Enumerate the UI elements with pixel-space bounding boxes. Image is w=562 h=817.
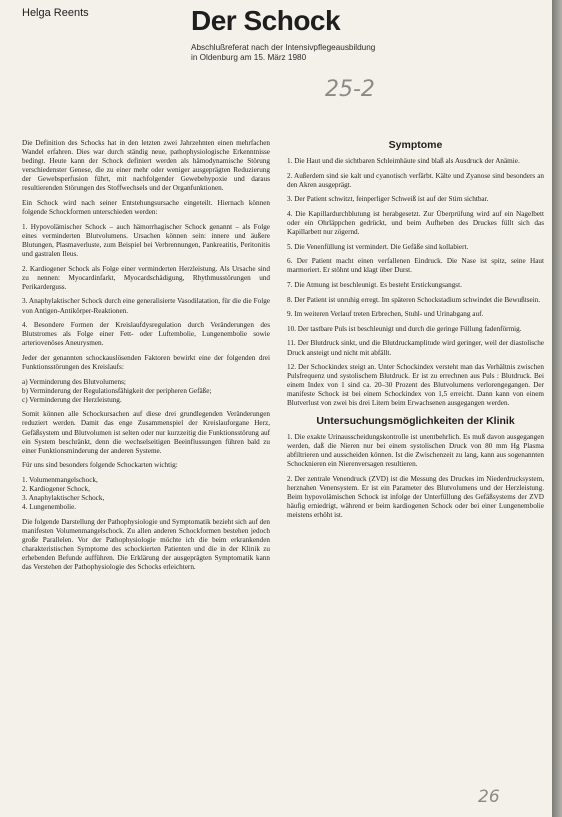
paragraph: Die folgende Darstellung der Pathophysiologie und Symptomatik bezieht sich auf den manifesten Volumenmangelschock. Zu allen anderen Schockformen bestehen jedoch große Parallelen. Vor der Pathophysiologie möchte ich die beim erkrankenden charakteristischen Symptome des schockierten Patienten und die in der Klinik zu erhebenden Befunde aufführen. Die Erklärung der ausgeprägten Symptomatik kann das Verstehen der Pathophysiologie des Schocks erleichtern.	[22, 517, 270, 572]
paragraph: Die Definition des Schocks hat in den letzten zwei Jahrzehnten einen mehrfachen Wandel erfahren. Dies war durch ständig neue, pathophysiologische Erkenntnisse bedingt. Heute kann der Schock definiert werden als hämodynamische Störung verschiedenster Genese, die zu einer mehr oder weniger ausgeprägten Reduzierung der Gewebsperfusion führt, mit nachfolgender Gewebehypoxie und daraus resultierenden Störungen des Stoffwechsels und der Organfunktionen.	[22, 139, 270, 193]
symptom-item: 7. Die Atmung ist beschleunigt. Es besteht Erstickungsangst.	[287, 281, 462, 290]
list-item: a) Verminderung des Blutvolumens;	[22, 377, 126, 386]
paragraph: Für uns sind besonders folgende Schockarten wichtig:	[22, 461, 178, 470]
section-heading-symptoms: Symptome	[388, 139, 443, 151]
list-item: b) Verminderung der Regulationsfähigkeit der peripheren Gefäße;	[22, 386, 212, 395]
examination-item: 1. Die exakte Urinausscheidungskontrolle ist unentbehrlich. Es muß davon ausgegangen werden, daß die Nieren nur bei einem systolischen Druck von 80 mm Hg Plasma abfiltrieren und ausscheiden können. Ist die Zwischenzeit zu lang, kann aus sogenannten Schocknieren ein Nierenversagen resultieren.	[287, 432, 544, 468]
shock-types-list	[22, 476, 270, 512]
author-name: Helga Reents	[22, 7, 89, 19]
list-item: 1. Volumenmangelschock,	[22, 475, 98, 484]
list-item: 2. Kardiogener Schock,	[22, 485, 90, 493]
dysfunction-list	[22, 378, 270, 405]
list-item: 4. Lungenembolie.	[22, 503, 77, 512]
left-column	[22, 139, 270, 578]
symptom-item: 2. Außerdem sind sie kalt und cyanotisch verfärbt. Kälte und Zyanose sind besonders an den Akren ausgeprägt.	[287, 171, 544, 189]
paragraph: Ein Schock wird nach seiner Entstehungsursache eingeteilt. Hiernach können folgende Schockformen unterschieden werden:	[22, 199, 270, 217]
paragraph: 2. Kardiogener Schock als Folge einer verminderten Herzleistung. Als Ursache sind zu nennen: Myocardinfarkt, Myocardschädigung, Rhythmusstörungen und Perikarderguss.	[22, 264, 270, 291]
right-column	[287, 141, 544, 526]
symptom-item: 3. Der Patient schwitzt, feinperliger Schweiß ist auf der Stirn sichtbar.	[287, 195, 489, 204]
list-item: c) Verminderung der Herzleistung.	[22, 395, 122, 404]
symptom-item: 9. Im weiteren Verlauf treten Erbrechen, Stuhl- und Urinabgang auf.	[287, 310, 484, 319]
list-item: 3. Anaphylaktischer Schock,	[22, 494, 105, 503]
symptom-item: 1. Die Haut und die sichtbaren Schleimhäute sind blaß als Ausdruck der Anämie.	[287, 157, 520, 166]
article-subtitle	[191, 43, 375, 63]
paragraph: Jeder der genannten schockauslösenden Faktoren bewirkt eine der folgenden drei Funktionsstörungen des Kreislaufs:	[22, 353, 270, 371]
paragraph: 3. Anaphylaktischer Schock durch eine generalisierte Vasodilatation, für die die Folge von Antigen-Antikörper-Reaktionen.	[22, 297, 270, 315]
paragraph: Somit können alle Schockursachen auf diese drei grundlegenden Veränderungen reduziert werden. Damit das enge Zusammenspiel der Kreislauforgane Herz, Gefäßsystem und Blutvolumen ist selten oder nur kurzzeitig die Funktionsstörung auf ein System beschränkt, denn die wechselseitigen Beeinflussungen führen bald zu einer Funktionsminderung der anderen Systeme.	[22, 410, 270, 455]
subtitle-line: in Oldenburg am 15. März 1980	[191, 53, 307, 62]
symptom-item: 11. Der Blutdruck sinkt, und die Blutdruckamplitude wird geringer, weil der diastolische Druck ansteigt und nicht mit abfällt.	[287, 339, 544, 357]
symptom-item: 10. Der tastbare Puls ist beschleunigt und durch die geringe Füllung fadenförmig.	[287, 324, 522, 333]
symptom-item: 4. Die Kapillardurchblutung ist herabgesetzt. Zur Überprüfung wird auf ein Nagelbett oder ein Ohrläppchen gedrückt, und beim Aufheben des Druckes füllt sich das Kapillarbett nur zögernd.	[287, 209, 544, 237]
symptom-item: 6. Der Patient macht einen verfallenen Eindruck. Die Nase ist spitz, seine Haut marmoriert. Er stöhnt und klagt über Durst.	[287, 257, 544, 275]
page-edge-shadow	[552, 0, 562, 817]
paragraph: 4. Besondere Formen der Kreislaufdysregulation durch Veränderungen des Blutstromes als Folge einer Fett- oder Luftembolie, Lungenembolie sowie arteriovenöses Aneurysmen.	[22, 321, 270, 348]
page-number: 26	[478, 787, 500, 807]
paragraph: 1. Hypovolämischer Schock – auch hämorrhagischer Schock genannt – als Folge eines verminderten Blutvolumens. Ursachen können sein: innere und äußere Blutungen, Plasmaverluste, zum Beispiel bei Verbrennungen, Pankreatitis, Peritonitis und gastralen Ileus.	[22, 222, 270, 259]
symptom-item: 8. Der Patient ist unruhig erregt. Im späteren Schockstadium schwindet die Bewußtsein.	[287, 295, 541, 304]
article-title: Der Schock	[191, 5, 341, 36]
symptom-item: 5. Die Venenfüllung ist vermindert. Die Gefäße sind kollabiert.	[287, 242, 469, 251]
subtitle-line: Abschlußreferat nach der Intensivpflegeausbildung	[191, 43, 376, 52]
symptom-item: 12. Der Schockindex steigt an. Unter Schockindex versteht man das Verhältnis zwischen Pulsfrequenz und systolischem Blutdruck. Er ist zu errechnen aus Puls : Blutdruck. Bei einem Index von 1 sind ca. 20–30 Prozent des Blutvolumens verlorengegangen. Der manifeste Schock ist bei einem Schockindex von 1,5 erreicht. Dann kann von einem Blutverlust von zwei bis drei Litern beim Erwachsenen ausgegangen werden.	[287, 363, 544, 408]
examination-item: 2. Der zentrale Venendruck (ZVD) ist die Messung des Druckes im Niederdrucksystem, herznahen Venensystem. Er ist ein Parameter des Blutvolumens und der Herzleistung. Beim hypovolämischen Schock ist infolge der Unterfüllung des Gefäßsystems der ZVD häufig erniedrigt, während er beim kardiogenen Schock oder bei einer Lungenembolie meistens erhöht ist.	[287, 474, 544, 519]
handwritten-note: 25-2	[325, 77, 375, 102]
section-heading-examinations: Untersuchungsmöglichkeiten der Klinik	[316, 414, 515, 427]
